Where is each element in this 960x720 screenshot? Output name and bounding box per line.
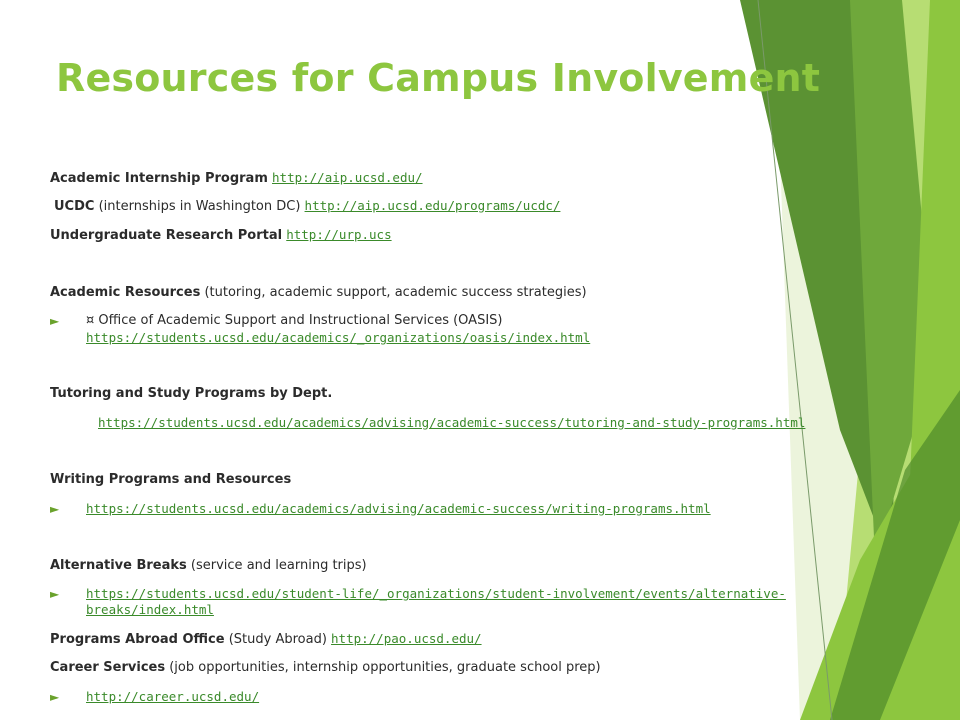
tutoring-link-row xyxy=(98,416,805,431)
pao-label: Programs Abroad Office xyxy=(50,632,225,647)
alt-breaks-link-part1[interactable]: https://students.ucsd.edu/student-life/_organizations/student-involvement/events/alternative- xyxy=(86,586,786,601)
alt-breaks-link-row-1 xyxy=(86,587,786,602)
ucdc-link[interactable]: http://aip.ucsd.edu/programs/ucdc/ xyxy=(304,198,561,213)
urp-row xyxy=(50,228,392,243)
writing-label: Writing Programs and Resources xyxy=(50,472,292,487)
urp-label: Undergraduate Research Portal xyxy=(50,228,283,243)
academic-resources-row xyxy=(50,286,587,300)
academic-resources-desc: (tutoring, academic support, academic success strategies) xyxy=(204,285,587,300)
alt-breaks-label: Alternative Breaks xyxy=(50,558,187,573)
pao-link[interactable]: http://pao.ucsd.edu/ xyxy=(331,631,482,646)
career-label: Career Services xyxy=(50,660,166,675)
career-row xyxy=(50,661,601,675)
writing-link-row xyxy=(86,502,711,517)
writing-link[interactable]: https://students.ucsd.edu/academics/advising/academic-success/writing-programs.html xyxy=(86,501,711,516)
ucdc-row xyxy=(54,199,560,214)
triangle-bullet-icon: ► xyxy=(50,690,60,704)
tutoring-row xyxy=(50,387,332,401)
triangle-bullet-icon: ► xyxy=(50,502,60,516)
aip-row xyxy=(50,171,423,186)
triangle-bullet-icon: ► xyxy=(50,587,60,601)
writing-row xyxy=(50,473,291,487)
academic-resources-label: Academic Resources xyxy=(50,285,201,300)
alt-breaks-link-row-2 xyxy=(86,603,214,618)
tutoring-label: Tutoring and Study Programs by Dept. xyxy=(50,386,333,401)
career-desc: (job opportunities, internship opportunities, graduate school prep) xyxy=(169,660,601,675)
urp-link[interactable]: http://urp.ucs xyxy=(286,227,392,242)
pao-row xyxy=(50,632,482,647)
alt-breaks-row xyxy=(50,559,367,573)
oasis-link[interactable]: https://students.ucsd.edu/academics/_organizations/oasis/index.html xyxy=(86,330,591,345)
oasis-link-row xyxy=(86,331,590,346)
aip-link[interactable]: http://aip.ucsd.edu/ xyxy=(272,170,423,185)
aip-label: Academic Internship Program xyxy=(50,171,268,186)
pao-desc: (Study Abroad) xyxy=(228,632,327,647)
alt-breaks-link-part2[interactable]: breaks/index.html xyxy=(86,602,214,617)
career-link-row xyxy=(86,690,259,705)
alt-breaks-desc: (service and learning trips) xyxy=(190,558,367,573)
oasis-marker: ¤ xyxy=(86,313,95,328)
ucdc-label: UCDC xyxy=(54,199,95,214)
slide-title: Resources for Campus Involvement xyxy=(56,56,821,100)
oasis-desc: Office of Academic Support and Instructional Services (OASIS) xyxy=(98,313,503,328)
triangle-bullet-icon: ► xyxy=(50,314,60,328)
oasis-row xyxy=(86,314,502,328)
tutoring-link[interactable]: https://students.ucsd.edu/academics/advising/academic-success/tutoring-and-study-programs.html xyxy=(98,415,806,430)
career-link[interactable]: http://career.ucsd.edu/ xyxy=(86,689,260,704)
ucdc-desc: (internships in Washington DC) xyxy=(98,199,301,214)
